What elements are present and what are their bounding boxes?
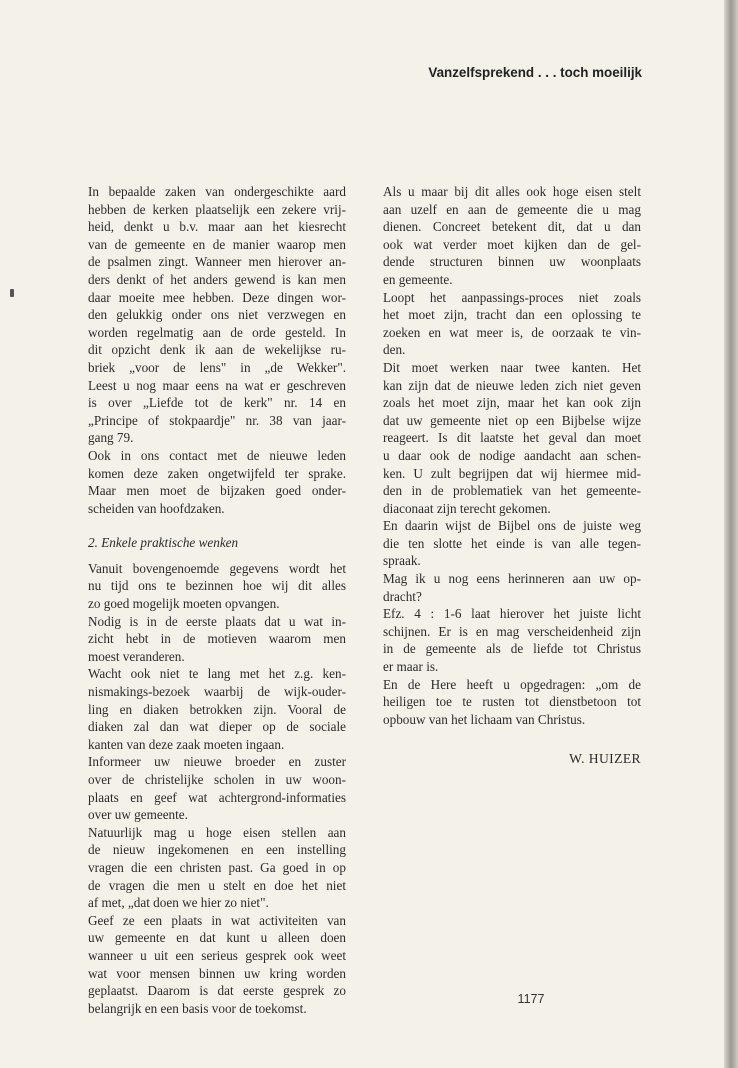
text-line: die ten slotte het einde is van alle tegen- — [383, 535, 641, 551]
text-line: kan zijn dat de nieuwe leden zich niet geven — [383, 377, 641, 393]
text-line: En daarin wijst de Bijbel ons de juiste weg — [383, 518, 641, 534]
text-line: Wacht ook niet te lang met het z.g. ken- — [88, 666, 346, 682]
text-line: ders denkt of het anders gewend is kan men — [88, 271, 346, 287]
text-line: ook wat verder moet kijken dan de gel- — [383, 236, 641, 252]
text-line: nu tijd ons te bezinnen hoe wij dit alles — [88, 578, 346, 594]
text-line: Maar men moet de bijzaken goed onder- — [88, 483, 346, 499]
author-signature: W. HUIZER — [569, 751, 641, 767]
text-line: wat voor mensen binnen uw kring worden — [88, 965, 346, 981]
text-line: zo goed mogelijk moeten opvangen. — [88, 596, 280, 612]
text-line: de vragen die men u stelt en doe het niet — [88, 877, 346, 893]
text-line: vragen die een christen past. Ga goed in op — [88, 859, 346, 875]
text-line: geplaatst. Daarom is dat eerste gesprek zo — [88, 983, 346, 999]
text-line: reageert. Is dit laatste het geval dan moet — [383, 430, 641, 446]
paragraph — [383, 517, 641, 570]
text-line: van de gemeente en de manier waarop men — [88, 236, 346, 252]
text-line: dracht? — [383, 588, 422, 604]
text-line: heiligen toe te rusten tot dienstbetoon tot — [383, 694, 641, 710]
paragraph — [383, 605, 641, 675]
text-line: spraak. — [383, 553, 421, 569]
text-line: zoals het moet zijn, maar het kan ook zijn — [383, 395, 641, 411]
text-line: dat uw gemeente niet op een Bijbelse wijze — [383, 412, 641, 428]
text-line: schijnen. Er is en mag verscheidenheid zijn — [383, 623, 641, 639]
section-heading: 2. Enkele praktische wenken — [88, 535, 239, 551]
paragraph — [383, 676, 641, 729]
text-line: de nieuw ingekomenen en een instelling — [88, 842, 346, 858]
text-line: Loopt het aanpassings-proces niet zoals — [383, 289, 641, 305]
text-line: komen deze zaken ongetwijfeld ter sprake. — [88, 465, 346, 481]
text-line: zoeken en wat meer is, de oorzaak te vin- — [383, 324, 641, 340]
text-line: scheiden van hoofdzaken. — [88, 500, 225, 516]
text-line: en gemeente. — [383, 271, 453, 287]
margin-mark — [10, 289, 14, 297]
text-line: ken. U zult begrijpen dat wij hiermee mid- — [383, 465, 641, 481]
text-line: over uw gemeente. — [88, 807, 188, 823]
text-line: aan uzelf en aan de gemeente die u mag — [383, 201, 641, 217]
text-line: opbouw van het lichaam van Christus. — [383, 711, 586, 727]
text-line: ling en diaken betrokken zijn. Vooral de — [88, 701, 346, 717]
running-head: Vanzelfsprekend . . . toch moeilijk — [428, 65, 642, 80]
text-line: over de christelijke scholen in uw woon- — [88, 772, 346, 787]
text-line: gang 79. — [88, 430, 134, 446]
page-number: 1177 — [517, 992, 545, 1006]
text-line: Informeer uw nieuwe broeder en zuster — [88, 754, 346, 770]
text-line: hebben de kerken plaatselijk een zekere vrij- — [88, 201, 346, 217]
text-line: Vanuit bovengenoemde gegevens wordt het — [88, 560, 346, 576]
text-line: Dit moet werken naar twee kanten. Het — [383, 359, 641, 375]
paragraph — [383, 570, 641, 605]
text-line: kanten van deze zaak moeten ingaan. — [88, 736, 285, 752]
text-line: Mag ik u nog eens herinneren aan uw op- — [383, 571, 641, 587]
text-line: dienen. Concreet betekent dit, dat u dan — [383, 219, 641, 235]
text-line: Natuurlijk mag u hoge eisen stellen aan — [88, 824, 346, 840]
text-line: in de gemeente als de liefde tot Christus — [383, 641, 641, 657]
text-line: Nodig is in de eerste plaats dat u wat in- — [88, 613, 346, 629]
text-line: plaats en geef wat achtergrond-informaties — [88, 789, 346, 805]
text-line: de psalmen zingt. Wanneer men hierover an- — [88, 254, 346, 270]
text-line: En de Here heeft u opgedragen: „om de — [383, 676, 641, 692]
text-line: uw gemeente en dat kunt u alleen doen — [88, 930, 346, 946]
paragraph — [88, 824, 346, 912]
paragraph — [88, 183, 346, 447]
text-line: den gelukkig onder ons niet verzwegen en — [88, 307, 346, 323]
text-line: zicht hebt in de motieven waarom men — [88, 631, 346, 647]
paragraph — [88, 753, 346, 823]
paragraph — [88, 665, 346, 753]
right-column — [383, 183, 641, 768]
text-line: moest veranderen. — [88, 648, 185, 664]
paragraph — [383, 289, 641, 359]
text-line: nismakings-bezoek waarbij de wijk-ouder- — [88, 684, 346, 700]
text-line: u daar ook de nodige aandacht aan schen- — [383, 447, 641, 463]
paragraph — [88, 912, 346, 1018]
text-line: heid, denkt u b.v. maar aan het kiesrecht — [88, 219, 346, 235]
text-line: briek „voor de lens" in „de Wekker". — [88, 359, 346, 375]
text-line: af met, „dat doen we hier zo niet". — [88, 895, 269, 911]
paragraph — [383, 359, 641, 517]
text-line: diaken zal dan wat dieper op de sociale — [88, 719, 346, 735]
text-line: Als u maar bij dit alles ook hoge eisen stelt — [383, 184, 641, 199]
text-line: In bepaalde zaken van ondergeschikte aard — [88, 184, 346, 199]
text-line: den. — [383, 342, 406, 358]
text-line: Leest u nog maar eens na wat er geschreven — [88, 377, 346, 393]
paragraph — [88, 560, 346, 613]
text-line: den in de problematiek van het gemeente- — [383, 483, 641, 499]
text-line: het moet zijn, tracht dan een oplossing te — [383, 307, 641, 323]
binding-edge — [724, 0, 738, 1068]
text-line: diaconaat zijn terecht gekomen. — [383, 500, 551, 516]
text-line: is over „Liefde tot de kerk" nr. 14 en — [88, 395, 346, 411]
text-line: wanneer u uit een serieus gesprek ook weet — [88, 947, 346, 963]
text-line: er maar is. — [383, 659, 439, 675]
text-line: Geef ze een plaats in wat activiteiten van — [88, 912, 346, 928]
text-line: dit opzicht denk ik aan de wekelijkse ru- — [88, 342, 346, 358]
paragraph — [88, 613, 346, 666]
text-line: daar moeite mee hebben. Deze dingen wor- — [88, 289, 346, 305]
paragraph — [383, 183, 641, 289]
text-line: belangrijk en een basis voor de toekomst. — [88, 1000, 307, 1016]
left-column — [88, 183, 346, 1017]
text-line: Ook in ons contact met de nieuwe leden — [88, 447, 346, 463]
text-line: „Principe of stokpaardje" nr. 38 van jaar- — [88, 412, 346, 428]
text-line: worden regelmatig aan de orde gesteld. In — [88, 324, 346, 340]
text-line: dende structuren binnen uw woonplaats — [383, 254, 641, 270]
text-line: Efz. 4 : 1-6 laat hierover het juiste licht — [383, 606, 641, 622]
paragraph — [88, 447, 346, 517]
